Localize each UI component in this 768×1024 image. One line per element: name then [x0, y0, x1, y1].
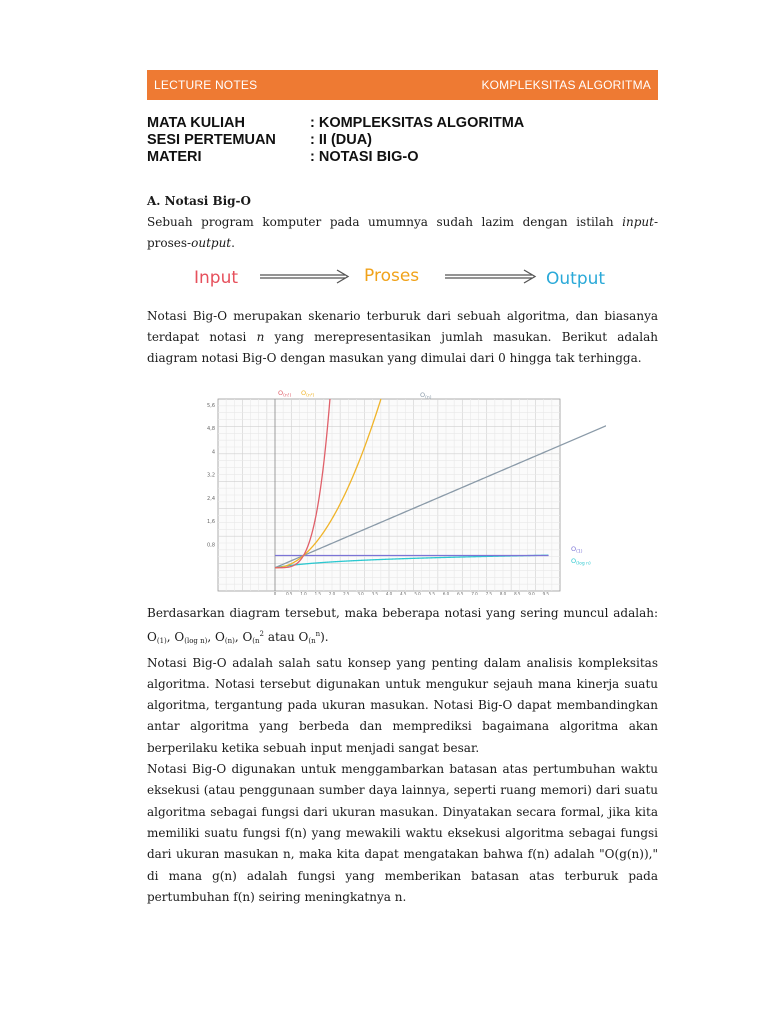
header-bar	[147, 70, 658, 100]
header-left-label: LECTURE NOTES	[154, 78, 258, 92]
notation-paragraph: Notasi Big-O merupakan skenario terburuk dari sebuah algoritma, dan biasanya terdapat notasi n yang merepresentasikan jumlah masukan. Berikut adalah diagram notasi Big-O dengan masukan yang dimulai dari 0 hingga tak terhingga.	[147, 308, 658, 366]
x-tick-label: 6,0	[442, 591, 450, 595]
series-label: $O_{(1)}$	[571, 545, 583, 555]
x-tick-label: 4,0	[385, 591, 393, 595]
course-meta	[147, 115, 658, 166]
input-process-output-diagram	[190, 262, 620, 292]
x-tick-label: 1,5	[314, 591, 321, 595]
x-tick-label: 2,5	[343, 591, 350, 595]
x-tick-label: 3,5	[371, 591, 378, 595]
meta-row-course	[147, 115, 658, 132]
definition-paragraph: Notasi Big-O digunakan untuk menggambarkan batasan atas pertumbuhan waktu eksekusi (atau penggunaan sumber daya lainnya, seperti ruang memori) dari suatu algoritma sebagai fungsi dari ukuran masukan. Dinyatakan secara formal, jika kita memiliki suatu fungsi f(n) yang mewakili waktu eksekusi algoritma sebagai fungsi dari ukuran masukan n, maka kita dapat mengatakan bahwa f(n) adalah "O(g(n))," di mana g(n) adalah fungsi yang memberikan batasan atas terburuk pada pertumbuhan f(n) seiring meningkatnya n.	[147, 762, 658, 904]
intro-paragraph: Sebuah program komputer pada umumnya sudah lazim dengan istilah input-proses-output.	[147, 215, 658, 251]
meta-row-session	[147, 132, 658, 149]
x-tick-label: 0,5	[286, 591, 293, 595]
flow-process-label: Proses	[364, 266, 420, 286]
y-tick-label: 0,8	[207, 542, 215, 549]
y-tick-label: 1,6	[207, 519, 215, 526]
x-tick-label: 7,5	[485, 591, 492, 595]
big-o-chart-svg	[196, 385, 606, 595]
x-tick-label: 2,0	[328, 591, 336, 595]
x-tick-label: 9,5	[542, 591, 549, 595]
header-right-label: KOMPLEKSITAS ALGORITMA	[481, 78, 651, 92]
x-tick-label: 8,5	[514, 591, 521, 595]
flow-output-label: Output	[546, 269, 606, 289]
common-notations-paragraph: Berdasarkan diagram tersebut, maka beberapa notasi yang sering muncul adalah: $O_{(1)}$, $O_{(log n)}$, $O_{(n)}$, $O_{(n}^2$ atau $O_{(n}^n$).	[147, 606, 658, 646]
flow-input-label: Input	[194, 268, 239, 288]
meta-value: : NOTASI BIG-O	[310, 149, 419, 165]
x-tick-label: 5,5	[428, 591, 435, 595]
x-tick-label: 9,0	[528, 591, 535, 595]
y-tick-label: 2,4	[207, 495, 215, 502]
x-tick-label: 6,5	[457, 591, 464, 595]
x-tick-label: 1,0	[300, 591, 307, 595]
importance-paragraph: Notasi Big-O adalah salah satu konsep yang penting dalam analisis kompleksitas algoritma. Notasi tersebut digunakan untuk mengukur sejauh mana kinerja suatu algoritma, tergantung pada ukuran masukan. Notasi Big-O dapat membandingkan antar algoritma yang berbeda dan memprediksi bagaimana algoritma akan berperilaku ketika sebuah input menjadi sangat besar.	[147, 655, 658, 755]
meta-value: : KOMPLEKSITAS ALGORITMA	[310, 115, 525, 131]
series-label: $O_{(n^2)}$	[301, 389, 315, 399]
y-tick-label: 5,6	[207, 402, 215, 409]
y-tick-label: 4	[211, 449, 215, 456]
x-tick-label: 4,5	[400, 591, 407, 595]
x-tick-label: 7,0	[471, 591, 478, 595]
meta-key: SESI PERTEMUAN	[147, 132, 276, 148]
section-heading: A. Notasi Big-O	[147, 194, 251, 208]
meta-row-material	[147, 149, 658, 166]
x-tick-label: 3,0	[357, 591, 364, 595]
meta-value: : II (DUA)	[310, 132, 373, 148]
series-label: $O_{(log n)}$	[571, 557, 591, 567]
x-tick-label: 0	[273, 591, 277, 595]
meta-key: MATERI	[147, 149, 202, 165]
big-o-chart	[196, 385, 606, 595]
after-chart-text	[147, 603, 658, 908]
y-tick-label: 4,8	[207, 426, 215, 433]
series-label: $O_{(n!)}$	[278, 389, 292, 399]
meta-key: MATA KULIAH	[147, 115, 245, 131]
x-tick-label: 5,0	[414, 591, 421, 595]
y-tick-label: 3,2	[207, 472, 215, 479]
x-tick-label: 8,0	[499, 591, 507, 595]
series-label: $O_{(n)}$	[420, 391, 432, 401]
